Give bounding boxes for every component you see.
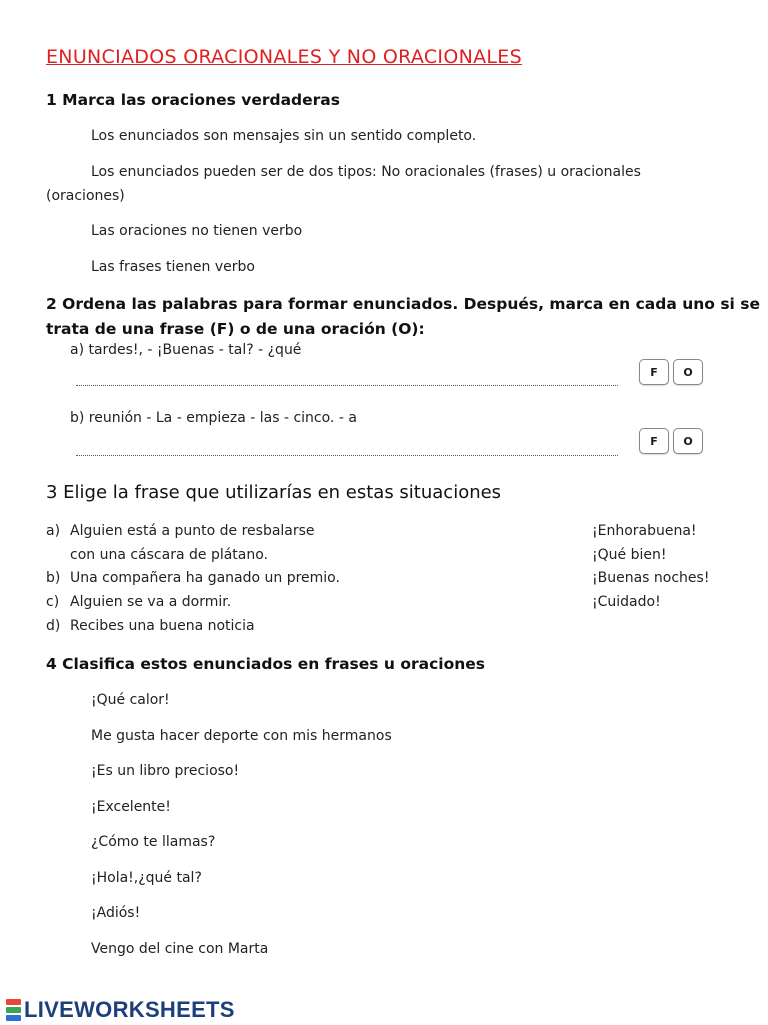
oracion-button-a[interactable]: O (673, 359, 703, 385)
frase-button-a[interactable]: F (639, 359, 669, 385)
classify-item[interactable]: ¿Cómo te llamas? (91, 834, 216, 850)
situation-letter: a) (46, 523, 61, 539)
classify-item[interactable]: Vengo del cine con Marta (91, 941, 269, 957)
oracion-button-b[interactable]: O (673, 428, 703, 454)
expression-option[interactable]: ¡Enhorabuena! (592, 523, 697, 539)
situation-text: con una cáscara de plátano. (70, 547, 269, 563)
liveworksheets-logo[interactable] (6, 995, 235, 1025)
classify-item[interactable]: ¡Excelente! (91, 799, 171, 815)
classify-item[interactable]: Me gusta hacer deporte con mis hermanos (91, 728, 392, 744)
classify-item[interactable]: ¡Hola!,¿qué tal? (91, 870, 202, 886)
exercise-words-a: a) tardes!, - ¡Buenas - tal? - ¿qué (70, 342, 302, 358)
liveworksheets-logo-icon (6, 999, 21, 1021)
expression-option[interactable]: ¡Cuidado! (592, 594, 661, 610)
section1-item[interactable]: Las frases tienen verbo (91, 259, 255, 275)
section1-item[interactable]: Las oraciones no tienen verbo (91, 223, 303, 239)
section3-heading: 3 Elige la frase que utilizarías en estas situaciones (46, 482, 502, 503)
classify-item[interactable]: ¡Qué calor! (91, 692, 170, 708)
section2-heading: 2 Ordena las palabras para formar enunciados. Después, marca en cada uno si se (46, 295, 760, 313)
situation-letter: d) (46, 618, 61, 634)
section1-heading: 1 Marca las oraciones verdaderas (46, 91, 340, 109)
situation-letter: c) (46, 594, 60, 610)
classify-item[interactable]: ¡Es un libro precioso! (91, 763, 240, 779)
answer-line-b[interactable] (76, 455, 618, 456)
exercise-words-b: b) reunión - La - empieza - las - cinco. - a (70, 410, 357, 426)
expression-option[interactable]: ¡Qué bien! (592, 547, 667, 563)
frase-button-b[interactable]: F (639, 428, 669, 454)
situation-text: Recibes una buena noticia (70, 618, 255, 634)
situation-text: Alguien está a punto de resbalarse (70, 523, 315, 539)
expression-option[interactable]: ¡Buenas noches! (592, 570, 710, 586)
section1-item[interactable]: Los enunciados pueden ser de dos tipos: No oracionales (frases) u oracionales (91, 164, 641, 180)
logo-text: LIVEWORKSHEETS (24, 997, 235, 1022)
section1-item[interactable]: Los enunciados son mensajes sin un sentido completo. (91, 128, 477, 144)
situation-letter: b) (46, 570, 61, 586)
section4-heading: 4 Clasifica estos enunciados en frases u oraciones (46, 655, 486, 673)
page-title: ENUNCIADOS ORACIONALES Y NO ORACIONALES (46, 46, 522, 68)
situation-text: Alguien se va a dormir. (70, 594, 232, 610)
section1-item-continuation[interactable]: (oraciones) (46, 188, 125, 204)
section2-heading-line2: trata de una frase (F) o de una oración (O): (46, 320, 425, 338)
situation-text: Una compañera ha ganado un premio. (70, 570, 340, 586)
answer-line-a[interactable] (76, 385, 618, 386)
classify-item[interactable]: ¡Adiós! (91, 905, 141, 921)
